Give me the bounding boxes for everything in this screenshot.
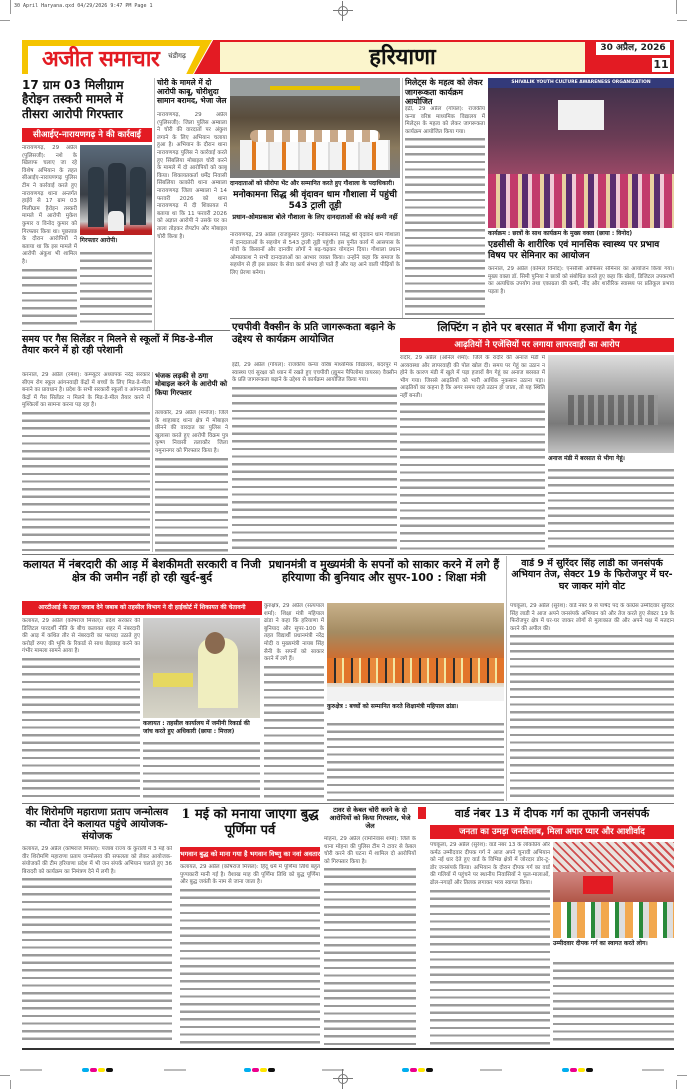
article-body-continued <box>22 656 140 800</box>
subhead-bar: आढ़तियों ने एजेंसियों पर लगाया लापरवाही का आरोप <box>400 338 674 352</box>
article-body-continued <box>548 467 674 550</box>
crop-mark <box>10 1080 11 1089</box>
column-rule <box>154 78 155 330</box>
article-body-continued <box>553 960 674 1045</box>
article-body-continued <box>510 633 674 801</box>
article-body: कुरुक्षेत्र, 29 अप्रैल (सत्यपाल शर्मा): शिक्षा मंत्री महिपाल ढांडा ने कहा कि हरियाणा में बुनियाद और सुपर-100 के तहत विद्यार्थी प्रधानमंत्री नरेंद्र मोदी व मुख्यमंत्री नायब सिंह सैनी के सपनों को साकार करने में लगे हैं। <box>264 603 324 663</box>
article-ward13-column <box>430 842 550 1045</box>
article-body-continued <box>264 664 324 801</box>
article-body-continued <box>22 876 172 1045</box>
subhead-bar: सीआईए-नारायणगढ़ ने की कार्रवाई <box>22 128 152 142</box>
crop-mark <box>10 0 11 14</box>
print-slug: 30 April Haryana.qxd 04/29/2026 9:47 PM Page 1 <box>14 3 153 9</box>
article-body-continued <box>327 721 504 801</box>
photo-ncc-seminar <box>488 78 674 228</box>
article-body-continued <box>22 267 77 329</box>
gray-bar <box>164 1069 186 1071</box>
edition-city: चंडीगढ़ <box>168 52 186 60</box>
article-body: कलायत, 29 अप्रैल (कोषराज मित्तल): प्रदेश सरकार की डिजिटल पारदर्शी नीति के बीच कलायत शहर में नंबरदारी की आड़ में कथित तौर से नंबरदारी का फायदा उठाते हुए करोड़ों रुपए की भूमि के रिकार्ड से साथ छेड़छाड़ करने का गंभीर मामला सामने आया है। <box>22 618 140 655</box>
headline: लिफ्टिंग न होने पर बरसात में भीगा हजारों बैग गेहूं <box>437 321 637 334</box>
article-tower-column <box>324 836 416 1045</box>
article-body-continued <box>232 385 397 550</box>
photo-caption: कार्यक्रम : छात्रों के साथ कार्यक्रम के मुख्य वक्ता (छाया : विनोद) <box>488 230 633 237</box>
section-rule <box>22 330 230 331</box>
article-body-continued <box>180 887 320 1045</box>
headline: एडसीसी के शारीरिक एवं मानसिक स्वास्थ्य पर प्रभाव विषय पर सेमिनार का आयोजन <box>488 240 660 261</box>
crop-mark <box>676 0 677 14</box>
subhead: प्रधान-ओमप्रकाश बोले गौशाला के लिए दानदाताओं की कोई कमी नहीं <box>232 213 398 221</box>
article-body-continued <box>22 410 150 552</box>
photo-caption: कुरुक्षेत्र : बच्चों को सम्मानित करते शिक्षामंत्री महिपाल ढांडा। <box>327 703 459 710</box>
article-body: इंद्री, 29 अप्रैल (गोयल): राजकीय कन्या वरिष्ठ माध्यमिक विद्यालय में मिलेट्स के महत्व को लेकर जागरूकता कार्यक्रम आयोजित किया गया। <box>405 106 485 135</box>
section-title: हरियाणा <box>220 42 585 72</box>
column-rule <box>402 78 403 318</box>
article-buddha-column <box>180 864 320 1045</box>
photo-caption: उम्मीदवार दीपक गर्ग का स्वागत करते लोग। <box>553 940 648 947</box>
article-body: नारायणगढ़, 29 अप्रैल (पुलिसजी): जिला पुलिस अम्बाला ने चोरी की वारदातों पर अंकुश लगाने के लिए अभियान चलाया हुआ है। अभियान के दौरान थाना नारायणगढ़ पुलिस ने कार्रवाई करते हुए सिंबलिया मोबाइल चोरी करने के मामले में दो आरोपियों को काबू किया। शिकायतकर्ता धर्मेंद्र निवासी सिंबलिया काकोरी थाना अम्बाला नारायणगढ़ जिला अम्बाला ने 14 फरवरी 2026 को थाना नारायणगढ़ में दी शिकायत में बताया था कि 11 फरवरी 2026 को अज्ञात आरोपी ने उसके घर का ताला तोड़कर लैपटॉप और मोबाइल चोरी किया है। <box>157 112 227 240</box>
photo-caption: कलायत : तहसील कार्यालय में जमीनी रिकार्ड की जांच करते हुए अधिकारी (छाया : मित्तल) <box>143 720 250 735</box>
article-millet-column <box>405 106 485 316</box>
article-body-continued <box>430 888 550 1045</box>
headline: टावर से केबल चोरी करने के दो आरोपियों को किया गिरफ्तार, भेजे जेल <box>329 806 411 830</box>
article-body: तलाकौर, 29 अप्रैल (मनोज): जिले के शाहाबाद थाना क्षेत्र में मोबाइल छीनने की वारदात का पुलिस ने खुलासा करते हुए आरोपी विक्रम पुत्र कृष्ण निवासी तलाकौर जिला यमुनानगर को गिरफ्तार किया है। <box>155 410 228 454</box>
headline: समय पर गैस सिलेंडर न मिलने से स्कूलों में मिड-डे-मील तैयार करने में हो रही परेशानी <box>22 334 213 357</box>
photo-ward13-campaign <box>553 842 674 938</box>
headline: प्रधानमंत्री व मुख्यमंत्री के सपनों को साकार करने में लगे हैं हरियाणा की बुनियाद और सुपर-100 : शिक्षा मंत्री <box>268 558 500 585</box>
headline: भंजक लड़की से ठगा मोबाइल करने के आरोपी को किया गिरफ्तार <box>155 372 228 397</box>
crop-mark <box>677 20 687 21</box>
article-body: करनाल, 29 अप्रैल (रमेश): कम्प्यूटर अध्यापक नरेंद्र सरकार सीएम रोग स्कूल आंगनवाड़ी केंद्रों में बच्चों के लिए मिड-डे-मील बनाने का प्रावधान है। प्रदेश के सभी सरकारी स्कूलों व आंगनवाड़ी केंद्रों में गैस सिलेंडर न मिलने के मिड-डे-मील तैयार करने में मुश्किलों का सामना करना पड़ रहा है। <box>22 372 150 409</box>
article-body: इंद्री, 29 अप्रैल (गोयल): राजकीय कन्या वरिष्ठ माध्यमिक विद्यालय, बदरपुर में स्वास्थ्य एवं सुरक्षा को ध्यान में रखते हुए एचपीवी (ह्यूमन पैपिलोमा वायरस) वैक्सीन के प्रति जागरूकता बढ़ाने के उद्देश्य से कार्यक्रम आयोजित किया गया। <box>232 362 397 384</box>
headline: मिलेट्स के महत्व को लेकर जागरूकता कार्यक्रम आयोजित <box>405 78 483 107</box>
article-heroin-column <box>22 145 77 328</box>
photo-arrested-accused <box>80 145 152 235</box>
crop-mark <box>676 1080 677 1089</box>
masthead <box>22 40 674 74</box>
article-land-column <box>22 618 140 800</box>
article-body-continued <box>324 866 416 1045</box>
cmyk-color-bar <box>562 1068 593 1072</box>
column-rule <box>506 556 507 801</box>
section-rule <box>22 554 674 555</box>
article-body: कलायत, 29 अप्रैल (कोषराज मित्तल): हिंदू धर्म में पूर्णिमा तिथि बहुत पुण्यकारी मानी गई है। वैशाख माह की पूर्णिमा तिथि को बुद्ध पूर्णिमा और बुद्ध जयंती के नाम से जाना जाता है। <box>180 864 320 886</box>
article-body: रादौर, 29 अप्रैल (अनिल शर्मा): जिले के रादौर की अनाज मंडी में अव्यवस्था और लापरवाही की पोल खोल दी। समय पर गेहूं का उठान न होने के कारण मंडी में खुले में पड़ा हजारों बैग गेहूं का अनाज बरसात में भीग गया। जिससे आढ़तियों को भारी आर्थिक नुकसान उठाना पड़ा। आढ़तियों का कहना है कि अगर समय रहते उठान हो जाता, तो यह स्थिति नहीं बनती। <box>400 355 545 399</box>
photo-banner: SHIVALIK YOUTH CULTURE AWARENESS ORGANIZATION <box>488 78 674 88</box>
accent-block <box>418 807 426 819</box>
registration-mark-icon <box>333 1 353 21</box>
column-rule <box>152 372 153 552</box>
photo-caption: गिरफ्तार आरोपी। <box>80 237 118 244</box>
article-body: कलायत, 29 अप्रैल (कोषराज मित्तल): पंजाब राज्य के कुराली में 3 मई को वीर शिरोमणि महाराणा प्रताप जन्मोत्सव की सफलता को लेकर आयोजक-संयोजकों की टीम हरियाणा प्रदेश में भी जन संपर्क अभियान चलाते हुए 36 बिरादरी को कार्यक्रम का निमंत्रण देने में लगी है। <box>22 846 172 875</box>
gray-bar <box>20 1069 42 1071</box>
photo-super100-students <box>327 603 504 701</box>
issue-date: 30 अप्रैल, 2026 <box>596 42 670 55</box>
headline: वार्ड 9 में सुरिंदर सिंह लाडी का जनसंपर्क अभियान तेज, सेक्टर 19 के फिरोजपुर में घर-घर जाकर मांगे वोट <box>511 558 673 592</box>
footer-rule <box>22 1048 674 1050</box>
gray-bar <box>642 1069 664 1071</box>
article-body: करनाल, 29 अप्रैल (कोमल विनोद): एनसीसी ऑफिसर सेमिनार का आयोजन किया गया। मुख्य वक्ता डॉ. सिमी पुनिया ने छात्रों को संबोधित करते हुए कहा कि खेलों, डिजिटल उपकरणों का अत्यधिक उपयोग तथा एकाग्रता की कमी, नींद और शारीरिक स्वास्थ्य पर प्रतिकूल प्रभाव पड़ता है। <box>488 266 674 295</box>
article-super100-column <box>264 603 324 801</box>
photo-tehsil-office <box>143 618 260 718</box>
article-mobile-theft-column <box>155 410 228 552</box>
article-body: पंचकूला, 29 अप्रैल (सुरेश): वार्ड नंबर 9 से पार्षद पद के कांग्रेस उम्मीदवार सुरिंदर सिंह लाडी ने आज अपने जनसंपर्क अभियान को और तेज करते हुए सेक्टर 19 के फिरोजपुर क्षेत्र में घर-घर जाकर लोगों से मुलाकात की और अपने पक्ष में मतदान करने की अपील की। <box>510 603 674 632</box>
article-body-continued <box>405 136 485 316</box>
article-body-continued <box>155 456 228 552</box>
article-vaccine-column <box>232 362 397 550</box>
photo-gaushala <box>230 78 400 178</box>
subhead-bar: जनता का उमड़ा जनसैलाब, मिला अपार प्यार और आशीर्वाद <box>430 825 674 839</box>
headline: वीर शिरोमणि महाराणा प्रताप जन्मोत्सव का न्यौता देने कलायत पहुंचे आयोजक-संयोजक <box>25 807 169 842</box>
photo-caption: अनाज मंडी में बरसात से भीगा गेहूं। <box>548 455 625 462</box>
gray-bar <box>480 1069 502 1071</box>
headline: 1 मई को मनाया जाएगा बुद्ध पूर्णिमा पर्व <box>181 807 319 838</box>
subhead-bar: भगवान बुद्ध को माना गया है भगवान विष्णु का नवां अवतार <box>180 847 320 861</box>
cmyk-color-bar <box>402 1068 433 1072</box>
section-rule <box>230 318 674 319</box>
article-cylinder-column <box>22 372 150 552</box>
article-body-continued <box>80 250 152 328</box>
subhead-bar: आरटीआई के तहत जवाब देने जबाब को तहसील विभाग ने दी हाईकोर्ट में शिकायत की चेतावनी <box>22 601 262 615</box>
headline: वार्ड नंबर 13 में दीपक गर्ग का तूफानी जनसंपर्क <box>454 807 650 820</box>
article-body: पंचकूला, 29 अप्रैल (सुरेश): वार्ड नंबर 13 के लोकप्रिय और कर्मठ उम्मीदवार दीपक गर्ग ने आज अपने चुनावी अभियान को नई धार देते हुए वार्ड के विभिन्न क्षेत्रों में जोरदार डोर-टू-डोर जनसंपर्क किया। अभियान के दौरान दीपक गर्ग का वार्ड की गलियों में पहुंचने पर स्थानीय निवासियों ने फूल-मालाओं, ढोल-नगाड़ों और तिलक लगाकर भव्य स्वागत किया। <box>430 842 550 886</box>
article-body: नारायणगढ़, 29 अप्रैल (राजकुमार गुहार): मनोकामना सिद्ध श्री वृंदावन धाम गौशाला में दानदाताओं के सहयोग से 543 ट्राली तूड़ी पहुंची। इस पुनीत कार्य में आसपास के गांवों के किसानों और दानवीर लोगों ने बढ़-चढ़कर योगदान दिया। गौशाला प्रधान ओमप्रकाश ने सभी दानदाताओं का आभार व्यक्त किया। उन्होंने कहा कि समाज के सहयोग से ही इस प्रकार के सेवा कार्य संभव हो पाते हैं और यह आने वाली पीढ़ियों के लिए प्रेरणा बनेगा। <box>230 232 400 276</box>
registration-mark-icon <box>333 1069 353 1089</box>
page-number: 11 <box>653 58 669 71</box>
article-body: मोहना, 29 अप्रैल (रामनिवास शर्मा): जिले के थाना मोहना की पुलिस टीम ने टावर से केबल चोरी करने की घटना में शामिल दो आरोपियों को गिरफ्तार किया है। <box>324 836 416 865</box>
article-body-continued <box>143 740 260 800</box>
headline: 17 ग्राम 03 मिलीग्राम हैरोइन तस्करी मामले में तीसरा आरोपी गिरफ्तार <box>22 78 124 121</box>
article-pratap-column <box>22 846 172 1045</box>
section-rule <box>22 803 674 804</box>
headline: एचपीवी वैक्सीन के प्रति जागरूकता बढ़ाने के उद्देश्य से कार्यक्रम आयोजित <box>232 322 396 345</box>
cmyk-color-bar <box>244 1068 275 1072</box>
headline: चोरी के मामले में दो आरोपी काबू, चोरीशुदा सामान बरामद, भेजा जेल <box>157 78 227 105</box>
newspaper-name: अजीत समाचार <box>42 46 160 72</box>
crop-mark <box>0 1075 10 1076</box>
headline: मनोकामना सिद्ध श्री वृंदावन धाम गौशाला में पहुंची 543 ट्राली तूड़ी <box>233 190 397 211</box>
headline: कलायत में नंबरदारी की आड़ में बेशकीमती सरकारी व निजी क्षेत्र की जमीन नहीं हो रही खुर्द-बुर्द <box>23 558 261 585</box>
article-ward9-column <box>510 603 674 801</box>
crop-mark <box>677 1075 687 1076</box>
photo-wet-wheat <box>548 355 674 453</box>
photo-caption: दानदाताओं को सीरोपा भेंट और सम्मानित करते हुए गौशाला के पदाधिकारी। <box>230 180 395 187</box>
article-wheat-column <box>400 355 545 550</box>
article-body-continued <box>400 401 545 550</box>
crop-mark <box>0 20 10 21</box>
article-body: नारायणगढ़, 29 अप्रैल (पुलिसजी): नशे के खिलाफ चलाए जा रहे विशेष अभियान के तहत सीआईए-नारायणगढ़ पुलिस टीम ने कार्रवाई करते हुए नारायणगढ़ थाना अन्तर्गत हाईवे से 17 ग्राम 03 मिलीग्राम हैरोइन तस्करी मामले में आरोपी मुकेश कुमार व विनोद कुमार को गिरफ्तार किया था। पूछताछ के दौरान आरोपियों ने बताया था कि इस मामले में आरोपी अंकुश भी शामिल है। <box>22 145 77 265</box>
cmyk-color-bar <box>82 1068 113 1072</box>
